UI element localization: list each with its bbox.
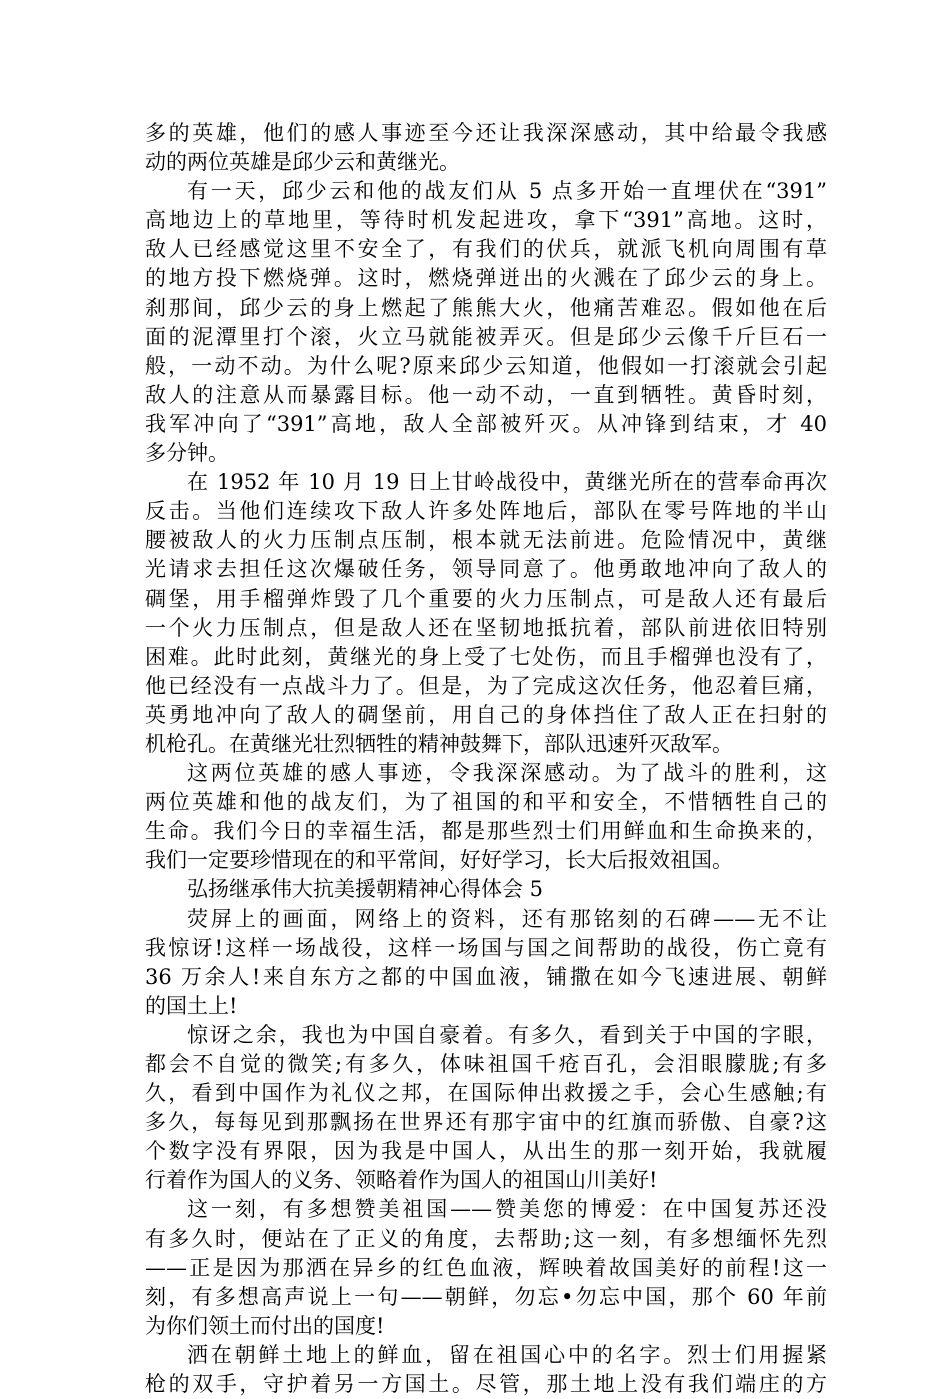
text-line: 敌人已经感觉这里不安全了，有我们的伏兵，就派飞机向周围有草 (145, 237, 827, 262)
text-line: 反击。当他们连续攻下敌人许多处阵地后，部队在零号阵地的半山 (145, 499, 827, 524)
text-line: 36 万余人!来自东方之都的中国血液，铺撒在如今飞速进展、朝鲜 (145, 964, 827, 989)
text-line: 刹那间，邱少云的身上燃起了熊熊大火，他痛苦难忍。假如他在后 (145, 295, 827, 320)
text-line: 一个火力压制点，但是敌人还在坚韧地抵抗着，部队前进依旧特别 (145, 615, 827, 640)
text-line: 我们一定要珍惜现在的和平常间，好好学习，长大后报效祖国。 (145, 848, 733, 873)
text-line: 多久，每每见到那飘扬在世界还有那宇宙中的红旗而骄傲、自豪?这 (145, 1110, 827, 1135)
text-line: 行着作为国人的义务、领略着作为国人的祖国山川美好! (145, 1168, 658, 1193)
text-line: 般，一动不动。为什么呢?原来邱少云知道，他假如一打滚就会引起 (145, 353, 827, 378)
text-line: 腰被敌人的火力压制点压制，根本就无法前进。危险情况中，黄继 (145, 528, 827, 553)
text-line: 久，看到中国作为礼仪之邦，在国际伸出救援之手，会心生感触;有 (145, 1081, 827, 1106)
text-line: 英勇地冲向了敌人的碉堡前，用自己的身体挡住了敌人正在扫射的 (145, 702, 827, 727)
text-line: 为你们领土而付出的国度! (145, 1313, 385, 1338)
text-line: 敌人的注意从而暴露目标。他一动不动，一直到牺牲。黄昏时刻， (145, 382, 827, 407)
text-line: 这两位英雄的感人事迹，令我深深感动。为了战斗的胜利，这 (187, 761, 827, 786)
text-line: 有多久时，便站在了正义的角度，去帮助;这一刻，有多想缅怀先烈 (145, 1226, 827, 1251)
text-line: 机枪孔。在黄继光壮烈牺牲的精神鼓舞下，部队迅速歼灭敌军。 (145, 731, 733, 756)
text-line: 荧屏上的画面，网络上的资料，还有那铭刻的石碑——无不让 (187, 906, 827, 931)
text-line: 个数字没有界限，因为我是中国人，从出生的那一刻开始，我就履 (145, 1139, 827, 1164)
text-line: 刻，有多想高声说上一句——朝鲜，勿忘•勿忘中国，那个 60 年前 (145, 1284, 827, 1309)
text-line: 碉堡，用手榴弹炸毁了几个重要的火力压制点，可是敌人还有最后 (145, 586, 827, 611)
text-line: 困难。此时此刻，黄继光的身上受了七处伤，而且手榴弹也没有了， (145, 644, 827, 669)
text-line: 洒在朝鲜土地上的鲜血，留在祖国心中的名字。烈士们用握紧 (187, 1342, 827, 1367)
text-line: 光请求去担任这次爆破任务，领导同意了。他勇敢地冲向了敌人的 (145, 557, 827, 582)
text-line: ——正是因为那洒在异乡的红色血液，辉映着故国美好的前程!这一 (145, 1255, 827, 1280)
text-line: 在 1952 年 10 月 19 日上甘岭战役中，黄继光所在的营奉命再次 (187, 470, 827, 495)
text-line: 多的英雄，他们的感人事迹至今还让我深深感动，其中给最令我感 (145, 121, 827, 145)
text-line: 他已经没有一点战斗力了。但是，为了完成这次任务，他忍着巨痛， (145, 673, 827, 698)
text-line: 的地方投下燃烧弹。这时，燃烧弹迸出的火溅在了邱少云的身上。 (145, 266, 827, 291)
text-line: 弘扬继承伟大抗美援朝精神心得体会 5 (187, 877, 544, 902)
text-line: 高地边上的草地里，等待时机发起进攻，拿下“391”高地。这时， (145, 208, 827, 233)
text-line: 我军冲向了“391”高地，敌人全部被歼灭。从冲锋到结束，才 40 (145, 411, 827, 436)
text-line: 都会不自觉的微笑;有多久，体味祖国千疮百孔，会泪眼朦胧;有多 (145, 1052, 827, 1076)
text-line: 的国土上! (145, 993, 238, 1018)
text-line: 面的泥潭里打个滚，火立马就能被弄灭。但是邱少云像千斤巨石一 (145, 324, 827, 349)
text-line: 多分钟。 (145, 441, 229, 466)
text-line: 生命。我们今日的幸福生活，都是那些烈士们用鲜血和生命换来的， (145, 819, 827, 844)
text-line: 两位英雄和他的战友们，为了祖国的和平和安全，不惜牺牲自己的 (145, 790, 827, 815)
text-line: 惊讶之余，我也为中国自豪着。有多久，看到关于中国的字眼， (187, 1022, 827, 1047)
text-line: 枪的双手，守护着另一方国土。尽管，那土地上没有我们端庄的方 (145, 1372, 827, 1397)
text-line: 我惊讶!这样一场战役，这样一场国与国之间帮助的战役，伤亡竟有 (145, 935, 827, 960)
text-line: 这一刻，有多想赞美祖国——赞美您的博爱：在中国复苏还没 (187, 1197, 827, 1222)
text-line: 动的两位英雄是邱少云和黄继光。 (145, 150, 460, 175)
text-line: 有一天，邱少云和他的战友们从 5 点多开始一直埋伏在“391” (187, 179, 827, 204)
document-page (145, 119, 827, 1399)
